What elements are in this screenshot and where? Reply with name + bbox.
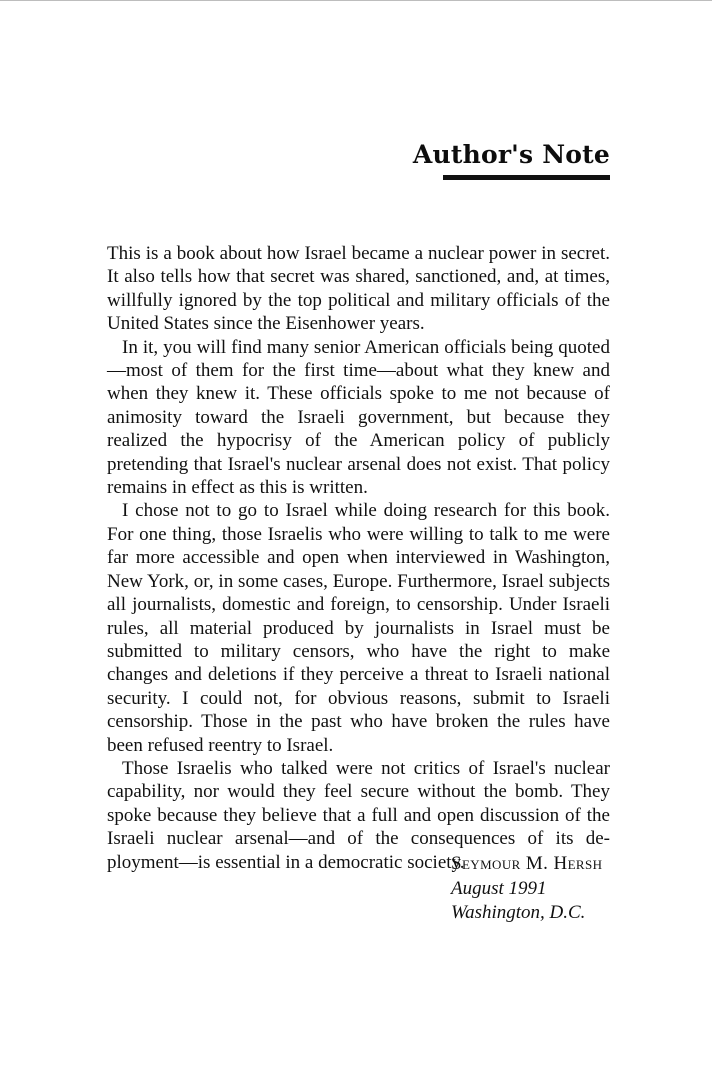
body-text	[107, 242, 610, 874]
paragraph-1: This is a book about how Israel became a nuclear power in secret. It also tells how that secret was shared, sanctioned, and, at times, willfully ignored by the top political and military officials of the United States since the Eisenhower years.	[107, 243, 610, 335]
paragraph-2: In it, you will find many senior American officials being quoted—most of them for the first time—about what they knew and when they knew it. These officials spoke to me not because of animosity toward the Israeli government, but because they realized the hypocrisy of the American policy of publicly pretending that Israel's nuclear arsenal does not exist. That policy remains in effect as this is written.	[107, 336, 610, 499]
page-title: Author's Note	[412, 140, 610, 169]
paragraph-4: Those Israelis who talked were not critics of Israel's nuclear capability, nor would they feel secure without the bomb. They spoke because they believe that a full and open discussion of the Israeli nuclear arsenal—and of the consequences of its deployment—is essential in a democratic society.	[107, 757, 610, 873]
signature-place: Washington, D.C.	[451, 902, 586, 923]
paragraph-3: I chose not to go to Israel while doing research for this book. For one thing, those Israelis who were willing to talk to me were far more accessible and open when interviewed in Washington, New York, or, in some cases, Europe. Furthermore, Israel subjects all journalists, domestic and foreign, to censorship. Under Israeli rules, all material produced by journalists in Israel must be submitted to military censors, who have the right to make changes and deletions if they perceive a threat to Israeli national security. I could not, for obvious reasons, submit to Israeli censorship. Those in the past who have broken the rules have been refused reentry to Israel.	[107, 500, 610, 756]
signature-block	[451, 852, 602, 926]
page-top-border	[0, 0, 712, 1]
title-underline	[443, 175, 610, 180]
signature-date: August 1991	[451, 877, 547, 899]
author-name: Seymour M. Hersh	[451, 853, 603, 874]
